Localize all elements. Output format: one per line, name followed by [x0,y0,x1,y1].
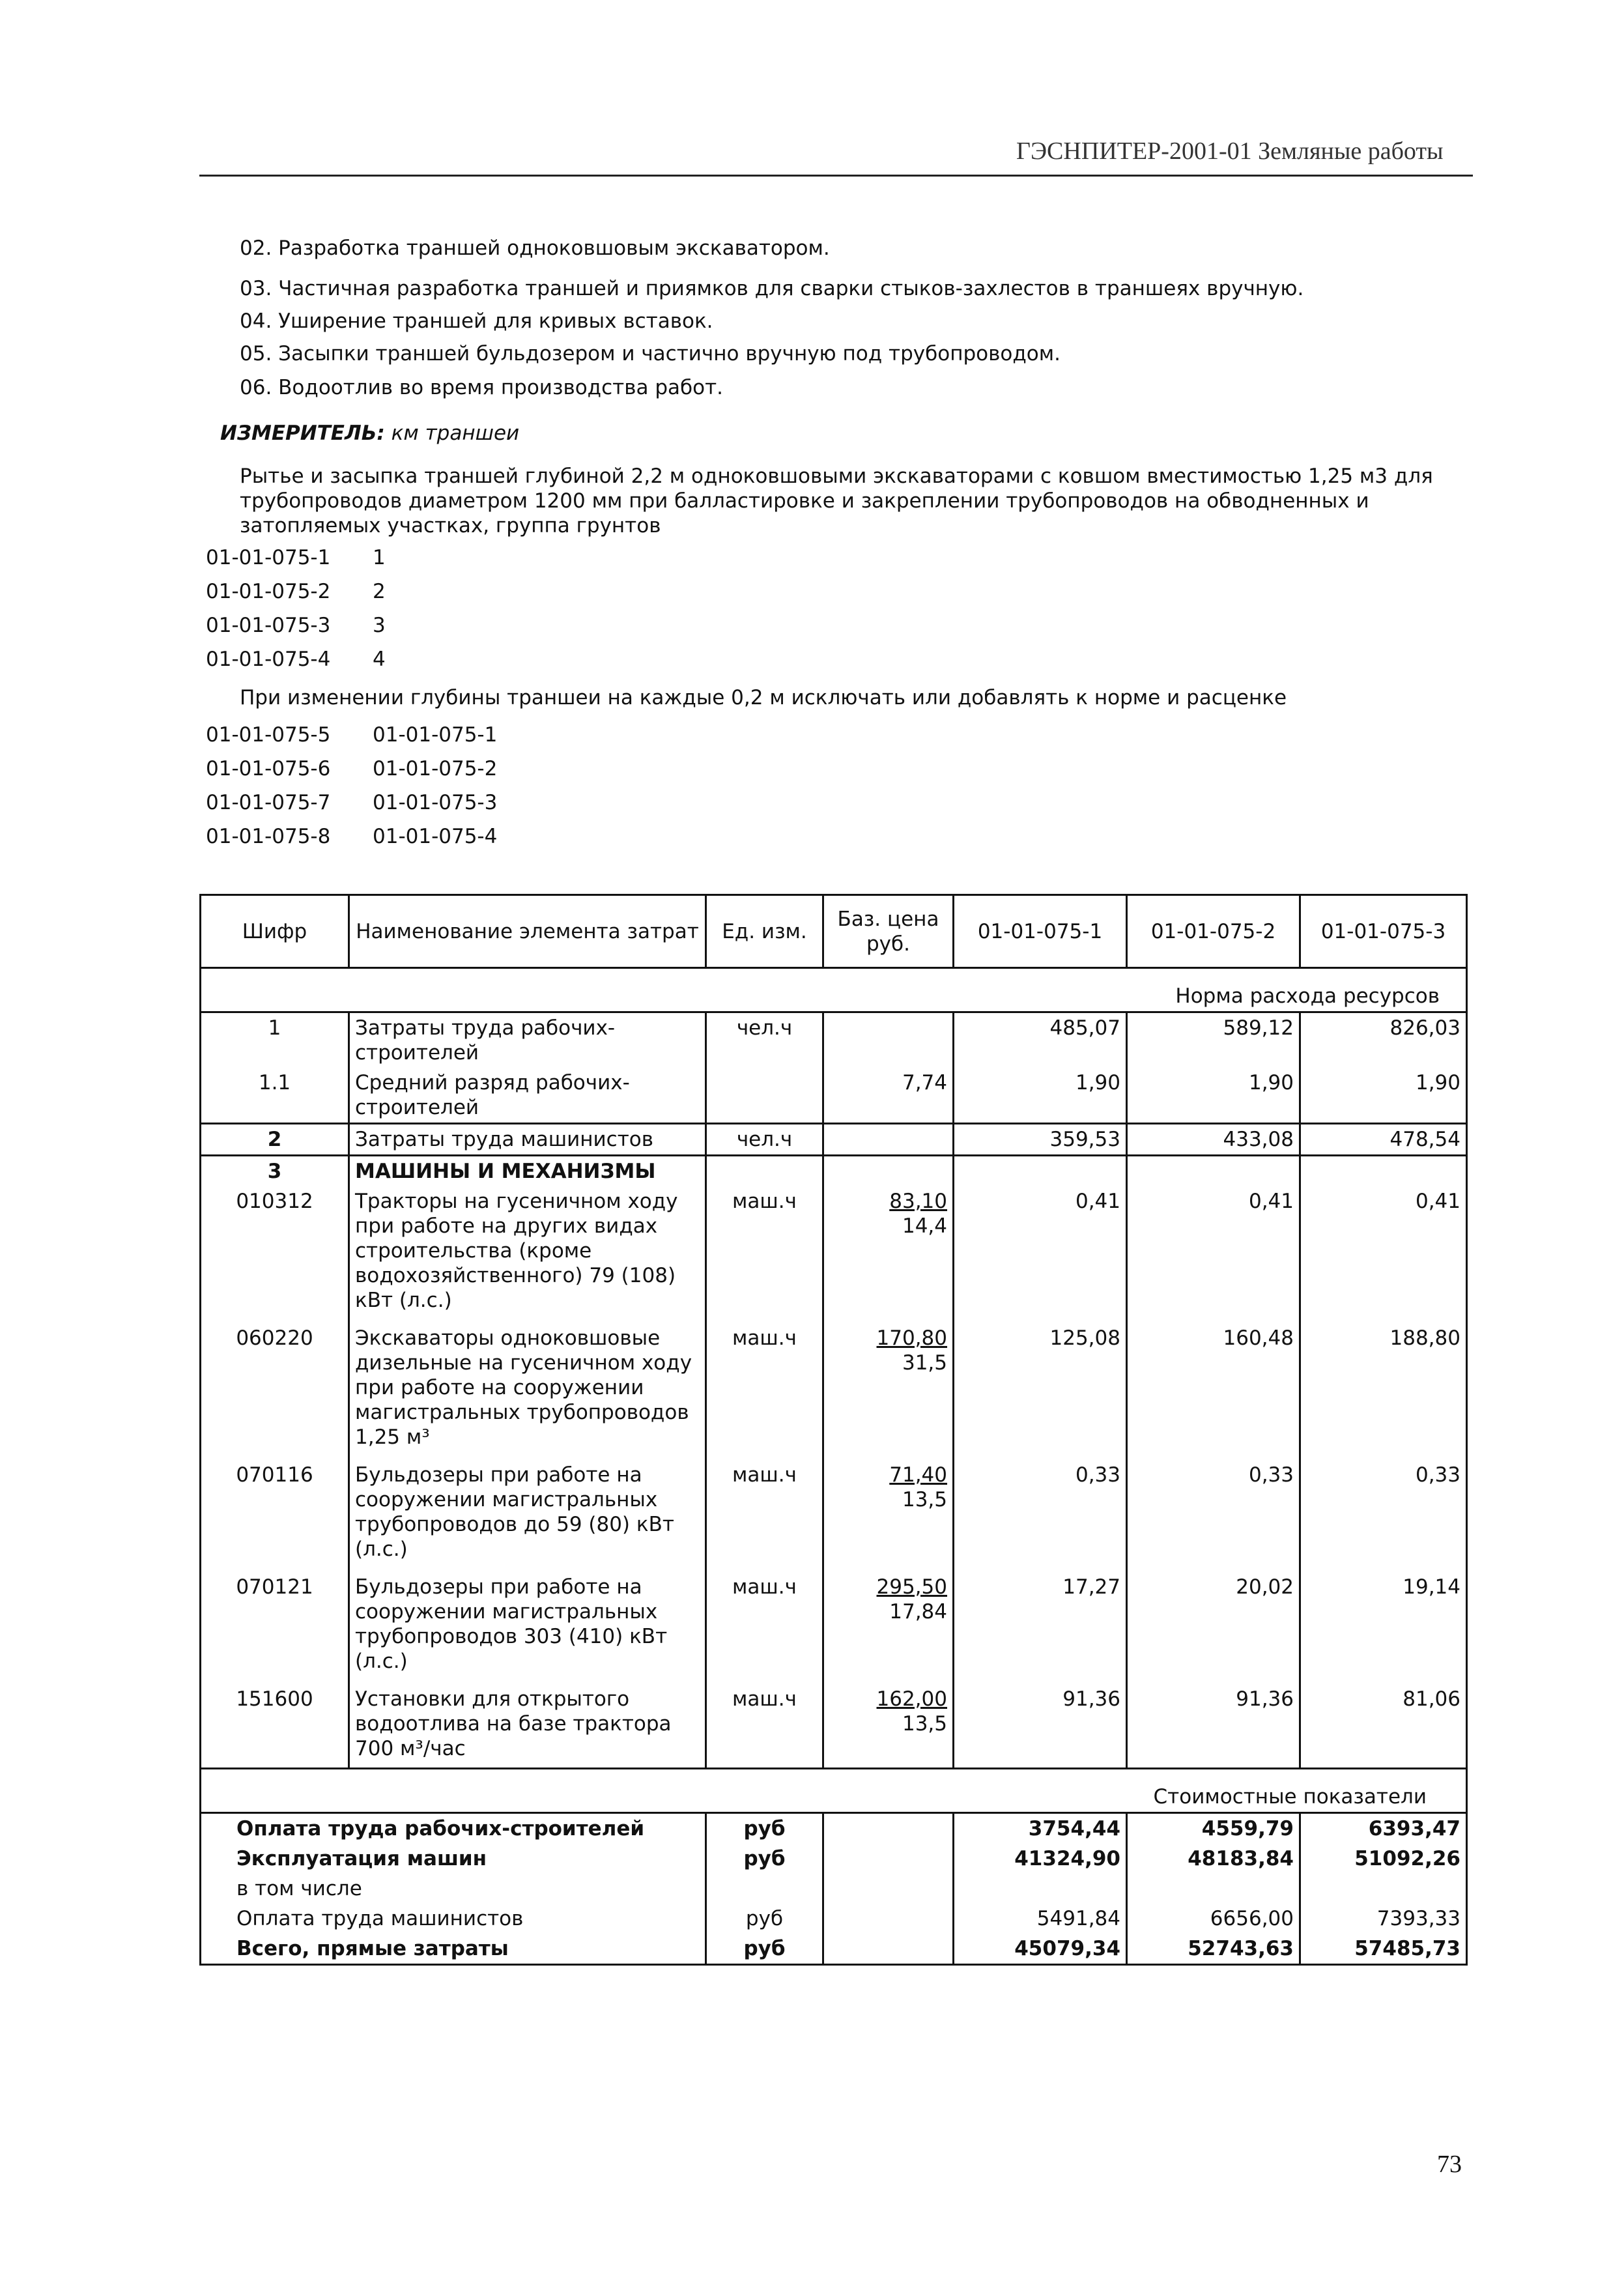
cost-value-1: 3754,44 [954,1812,1127,1844]
row-price [823,1012,954,1068]
row-code: 1 [201,1012,349,1068]
cost-row [201,1874,1467,1904]
composition-item: 04. Уширение траншей для кривых вставок. [240,309,713,333]
cost-row [201,1844,1467,1874]
depth-code: 01-01-075-7 [206,791,331,814]
row-value-1: 91,36 [954,1684,1127,1769]
cost-row [201,1904,1467,1934]
row-value-3: 81,06 [1300,1684,1467,1769]
row-value-1: 359,53 [954,1123,1127,1155]
row-name: Тракторы на гусеничном ходу при работе на других видах строительства (кроме водохозяйственного) 79 (108) кВт (л.с.) [349,1186,706,1323]
row-value-1: 0,41 [954,1186,1127,1323]
row-price: 295,50 [876,1575,947,1599]
table-row [201,1323,1467,1460]
row-price-2: 31,5 [902,1351,947,1375]
row-price: 162,00 [876,1687,947,1711]
row-code: 070116 [201,1460,349,1572]
row-code: 1.1 [201,1068,349,1124]
row-value-3: 19,14 [1300,1572,1467,1684]
row-value-2: 433,08 [1127,1123,1300,1155]
row-value-2: 1,90 [1127,1068,1300,1124]
depth-code: 01-01-075-5 [206,723,331,747]
header-unit: Ед. изм. [706,895,823,968]
cost-value-2: 6656,00 [1127,1904,1300,1934]
cost-name: Оплата труда рабочих-строителей [201,1812,706,1844]
row-name: МАШИНЫ И МЕХАНИЗМЫ [349,1155,706,1186]
row-value-1: 125,08 [954,1323,1127,1460]
cost-value-1: 41324,90 [954,1844,1127,1874]
cost-value-2: 52743,63 [1127,1934,1300,1965]
depth-note: При изменении глубины траншеи на каждые 0,2 м исключать или добавлять к норме и расценке [240,686,1287,709]
composition-item: 02. Разработка траншей одноковшовым экскаватором. [240,236,830,260]
cost-value-3: 57485,73 [1300,1934,1467,1965]
row-unit: маш.ч [706,1684,823,1769]
cost-unit: руб [706,1812,823,1844]
row-value-2: 0,41 [1127,1186,1300,1323]
row-price: 83,10 [889,1189,947,1213]
depth-ref: 01-01-075-2 [373,757,498,780]
norm-description: Рытье и засыпка траншей глубиной 2,2 м одноковшовыми экскаваторами с ковшом вместимостью 1,25 м3 для трубопроводов диаметром 1200 мм при балластировке и закреплении трубопроводов на обводненных и затопляемых участках, группа грунтов [240,465,1433,537]
row-price [823,1123,954,1155]
row-code: 060220 [201,1323,349,1460]
row-name: Экскаваторы одноковшовые дизельные на гусеничном ходу при работе на сооружении магистральных трубопроводов 1,25 м³ [349,1323,706,1460]
cost-unit: руб [706,1844,823,1874]
row-price: 7,74 [823,1068,954,1124]
group-value: 4 [373,648,386,671]
header-name: Наименование элемента затрат [349,895,706,968]
row-value-3: 0,33 [1300,1460,1467,1572]
group-code: 01-01-075-1 [206,546,331,569]
depth-code: 01-01-075-6 [206,757,331,780]
row-name: Установки для открытого водоотлива на базе трактора 700 м³/час [349,1684,706,1769]
depth-ref: 01-01-075-1 [373,723,498,747]
row-price-2: 13,5 [902,1487,947,1511]
row-value-1: 17,27 [954,1572,1127,1684]
cost-name: в том числе [201,1874,706,1904]
row-value-2: 20,02 [1127,1572,1300,1684]
page-header-title: ГЭСНПИТЕР-2001-01 Земляные работы [1016,137,1444,165]
depth-code: 01-01-075-8 [206,825,331,848]
row-value-2: 589,12 [1127,1012,1300,1068]
table-row [201,1186,1467,1323]
section-row-norm [201,981,1467,1012]
row-value-3: 1,90 [1300,1068,1467,1124]
group-code: 01-01-075-3 [206,614,331,637]
row-name: Средний разряд рабочих-строителей [349,1068,706,1124]
row-unit [706,1068,823,1124]
header-col-2: 01-01-075-2 [1127,895,1300,968]
row-value-3: 826,03 [1300,1012,1467,1068]
row-value-2: 91,36 [1127,1684,1300,1769]
cost-value-2: 48183,84 [1127,1844,1300,1874]
row-unit: маш.ч [706,1460,823,1572]
row-code: 3 [201,1155,349,1186]
row-value-2: 160,48 [1127,1323,1300,1460]
row-value-1: 0,33 [954,1460,1127,1572]
header-col-3: 01-01-075-3 [1300,895,1467,968]
row-value-3: 188,80 [1300,1323,1467,1460]
cost-value-1: 45079,34 [954,1934,1127,1965]
table-row [201,1572,1467,1684]
header-divider [199,175,1473,177]
row-unit: маш.ч [706,1572,823,1684]
table-row [201,1068,1467,1124]
row-name: Бульдозеры при работе на сооружении магистральных трубопроводов до 59 (80) кВт (л.с.) [349,1460,706,1572]
resource-table [199,894,1468,1966]
measure-line [220,421,519,446]
cost-value-1: 5491,84 [954,1904,1127,1934]
group-code: 01-01-075-4 [206,648,331,671]
row-code: 151600 [201,1684,349,1769]
row-name: Затраты труда рабочих-строителей [349,1012,706,1068]
row-value-2: 0,33 [1127,1460,1300,1572]
cost-value-3: 6393,47 [1300,1812,1467,1844]
cost-value-3: 7393,33 [1300,1904,1467,1934]
table-row [201,1123,1467,1155]
header-code: Шифр [201,895,349,968]
row-value-3: 0,41 [1300,1186,1467,1323]
row-unit: маш.ч [706,1186,823,1323]
section-title: Стоимостные показатели [201,1782,1467,1813]
page-number: 73 [1437,2151,1462,2178]
cost-unit: руб [706,1934,823,1965]
measure-value: км траншеи [391,422,520,445]
cost-row [201,1934,1467,1965]
row-unit: маш.ч [706,1323,823,1460]
measure-label: ИЗМЕРИТЕЛЬ: [220,422,385,445]
row-price-2: 13,5 [902,1711,947,1736]
row-value-1: 1,90 [954,1068,1127,1124]
table-row [201,1155,1467,1186]
depth-ref: 01-01-075-3 [373,791,498,814]
header-col-1: 01-01-075-1 [954,895,1127,968]
row-value-1: 485,07 [954,1012,1127,1068]
row-price: 170,80 [876,1326,947,1350]
group-code: 01-01-075-2 [206,580,331,603]
table-row [201,1012,1467,1068]
table-header-row [201,895,1467,968]
row-code: 010312 [201,1186,349,1323]
section-row-cost [201,1782,1467,1813]
row-value-3: 478,54 [1300,1123,1467,1155]
row-price-2: 14,4 [902,1214,947,1238]
table-row [201,1684,1467,1769]
row-name: Затраты труда машинистов [349,1123,706,1155]
cost-name: Эксплуатация машин [201,1844,706,1874]
group-value: 2 [373,580,386,603]
table-row [201,1460,1467,1572]
row-price-2: 17,84 [889,1599,947,1624]
cost-value-2: 4559,79 [1127,1812,1300,1844]
group-value: 3 [373,614,386,637]
row-price: 71,40 [889,1463,947,1487]
depth-ref: 01-01-075-4 [373,825,498,848]
row-unit: чел.ч [706,1123,823,1155]
cost-unit: руб [706,1904,823,1934]
cost-value-3: 51092,26 [1300,1844,1467,1874]
header-price: Баз. цена руб. [823,895,954,968]
cost-name: Оплата труда машинистов [201,1904,706,1934]
section-title: Норма расхода ресурсов [201,981,1467,1012]
composition-item: 05. Засыпки траншей бульдозером и частично вручную под трубопроводом. [240,342,1061,365]
composition-item: 06. Водоотлив во время производства работ. [240,376,724,399]
group-value: 1 [373,546,386,569]
row-code: 070121 [201,1572,349,1684]
cost-name: Всего, прямые затраты [201,1934,706,1965]
composition-item: 03. Частичная разработка траншей и приямков для сварки стыков-захлестов в траншеях вручную. [240,277,1304,300]
cost-row [201,1812,1467,1844]
row-unit: чел.ч [706,1012,823,1068]
row-code: 2 [201,1123,349,1155]
row-name: Бульдозеры при работе на сооружении магистральных трубопроводов 303 (410) кВт (л.с.) [349,1572,706,1684]
